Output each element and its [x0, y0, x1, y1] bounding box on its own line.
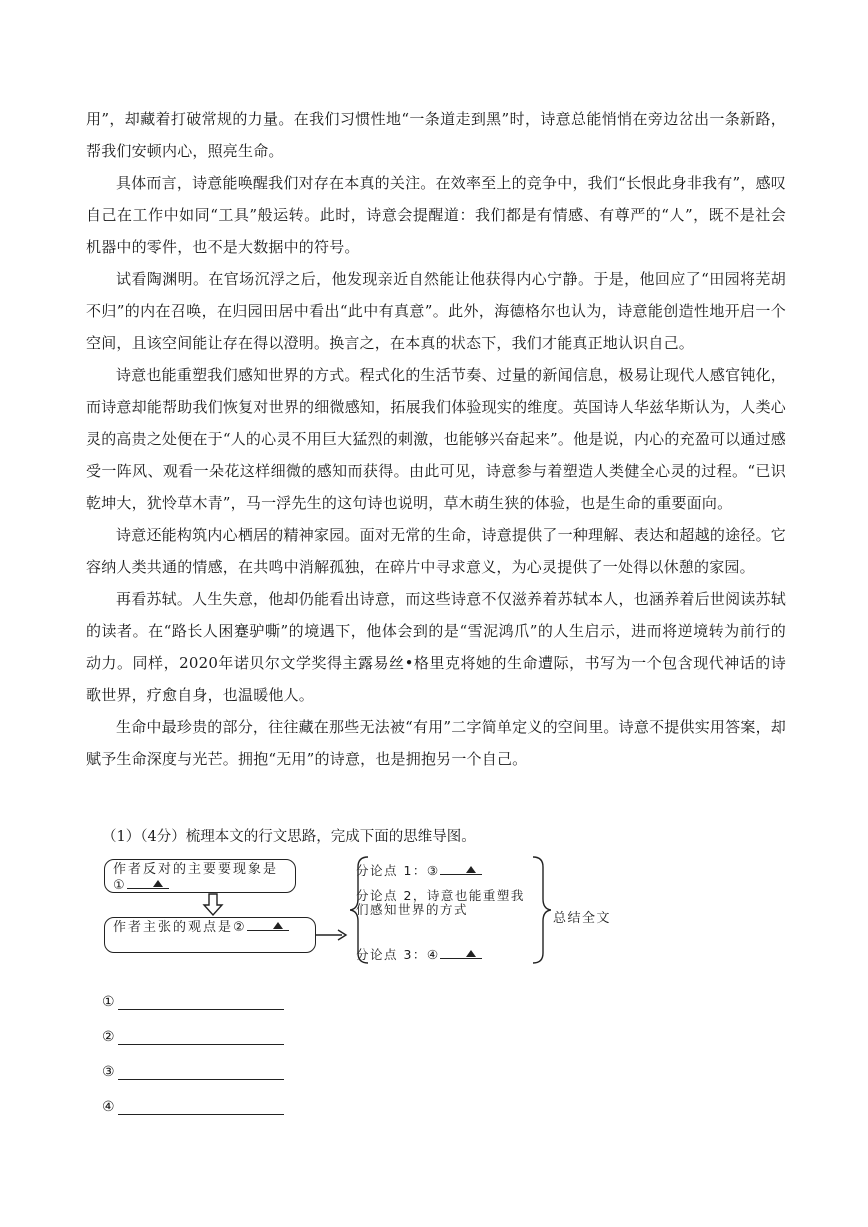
answer-number: ② [102, 1029, 115, 1045]
answer-number: ④ [102, 1099, 115, 1115]
mindmap-sub-point-2: 分论点 2，诗意也能重塑我们感知世界的方式 [356, 888, 525, 917]
answer-line-1 [102, 975, 284, 1010]
answer-blank [247, 920, 289, 931]
answer-field[interactable] [118, 991, 284, 1010]
paragraph: 试看陶渊明。在官场沉浮之后，他发现亲近自然能让他获得内心宁静。于是，他回应了“田园将芜胡不归”的内在召唤，在归园田居中看出“此中有真意”。此外，海德格尔也认为，诗意能创造性地开启一个空间，且该空间能让存在得以澄明。换言之，在本真的状态下，我们才能真正地认识自己。 [86, 270, 786, 352]
paragraph: 诗意还能构筑内心栖居的精神家园。面对无常的生命，诗意提供了一种理解、表达和超越的途径。它容纳人类共通的情感，在共鸣中消解孤独，在碎片中寻求意义，为心灵提供了一处得以休憩的家园。 [86, 526, 786, 576]
answer-line-3 [102, 1045, 284, 1080]
triangle-icon [153, 880, 163, 887]
mindmap-box-viewpoint [104, 917, 316, 953]
answer-number: ① [102, 994, 115, 1010]
mindmap-box-text: 作者主张的观点是② [113, 920, 247, 935]
paragraph: 具体而言，诗意能唤醒我们对存在本真的关注。在效率至上的竞争中，我们“长恨此身非我有”，感叹自己在工作中如同“工具”般运转。此时，诗意会提醒道：我们都是有情感、有尊严的“人”，既不是社会机器中的零件，也不是大数据中的符号。 [86, 174, 786, 256]
question-prompt: （1）（4分）梳理本文的行文思路，完成下面的思维导图。 [102, 829, 476, 845]
answer-blank [440, 948, 482, 959]
mindmap-box-text: 作者反对的主要要现象是① [113, 862, 279, 893]
answer-field[interactable] [118, 1061, 284, 1080]
paragraph: 诗意也能重塑我们感知世界的方式。程式化的生活节奏、过量的新闻信息，极易让现代人感官钝化，而诗意却能帮助我们恢复对世界的细微感知，拓展我们体验现实的维度。英国诗人华兹华斯认为，人类心灵的高贵之处便在于“人的心灵不用巨大猛烈的刺激，也能够兴奋起来”。他是说，内心的充盈可以通过感受一阵风、观看一朵花这样细微的感知而获得。由此可见，诗意参与着塑造人类健全心灵的过程。“已识乾坤大，犹怜草木青”，马一浮先生的这句诗也说明，草木萌生狭的体验，也是生命的重要面向。 [86, 366, 786, 512]
paragraph: 生命中最珍贵的部分，往往藏在那些无法被“有用”二字简单定义的空间里。诗意不提供实用答案，却赋予生命深度与光芒。拥抱“无用”的诗意，也是拥抱另一个自己。 [86, 718, 786, 768]
mindmap-box-phenomenon [104, 859, 296, 893]
answer-line-2 [102, 1010, 284, 1045]
right-brace-icon [529, 855, 551, 965]
triangle-icon [466, 950, 476, 957]
paragraph: 再看苏轼。人生失意，他却仍能看出诗意，而这些诗意不仅滋养着苏轼本人，也涵养着后世阅读苏轼的读者。在“路长人困蹇驴嘶”的境遇下，他体会到的是“雪泥鸿爪”的人生启示，进而将逆境转为前行的动力。同样，2020年诺贝尔文学奖得主露易丝•格里克将她的生命遭际，书写为一个包含现代神话的诗歌世界，疗愈自身，也温暖他人。 [86, 590, 786, 704]
right-arrow-icon [316, 923, 350, 947]
mindmap-summary: 总结全文 [553, 911, 612, 926]
down-arrow-icon [202, 893, 224, 917]
paragraph: 用”，却藏着打破常规的力量。在我们习惯性地“一条道走到黑”时，诗意总能悄悄在旁边岔出一条新路，帮我们安顿内心，照亮生命。 [86, 110, 786, 160]
triangle-icon [273, 922, 283, 929]
mindmap-sub-point-3: 分论点 3：④ [356, 948, 482, 962]
article-body [86, 103, 786, 775]
answer-blank [127, 878, 169, 889]
triangle-icon [466, 866, 476, 873]
mind-map [102, 855, 647, 965]
answer-line-4 [102, 1080, 284, 1115]
answer-lines [102, 975, 284, 1115]
mindmap-sub-point-1: 分论点 1：③ [356, 864, 482, 878]
answer-field[interactable] [118, 1026, 284, 1045]
answer-number: ③ [102, 1064, 115, 1080]
answer-blank [440, 864, 482, 875]
answer-field[interactable] [118, 1096, 284, 1115]
